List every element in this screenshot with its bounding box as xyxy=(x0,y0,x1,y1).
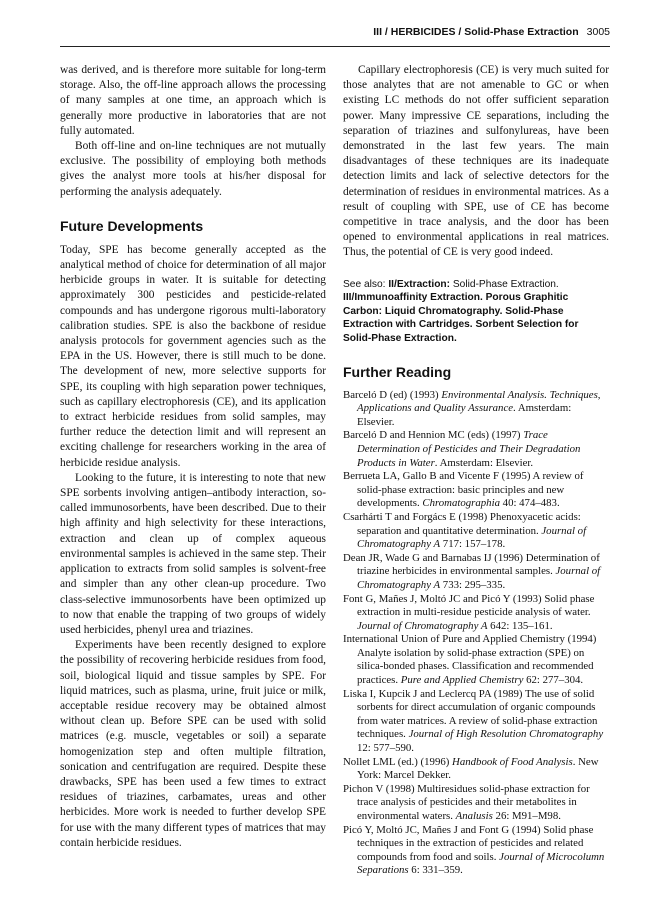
reference-item xyxy=(343,511,609,552)
ref-title: Chromatographia xyxy=(422,497,500,510)
ref-title: Journal of Microcolumn Separations xyxy=(357,850,605,877)
running-title: III / HERBICIDES / Solid-Phase Extraction xyxy=(373,26,579,38)
ref-details: . Amsterdam: Elsevier. xyxy=(357,402,572,428)
ref-details: 642: 135–161. xyxy=(487,619,553,632)
paragraph: Experiments have been recently designed to explore the possibility of recovering herbicide residues from food, soil, biological liquid and tissue samples by SPE. For liquid matrices, such as plasma, urine, fruit juice or milk, acceptable residue recovery may be obtained almost without clean up. Before SPE can be used with solid matrices (e.g. muscle, vegetables or soil) a separate homogenization step and often multiple filtration, sonication and centrifugation are required. Despite these drawbacks, SPE has been used a few times to extract residues of triazines, carbamates, ureas and other herbicides. More work is needed to further develop SPE for use with the many different types of matrices that may contain herbicide residues. xyxy=(60,639,326,849)
ref-title: Trace Determination of Pesticides and Their Degradation Products in Water xyxy=(357,429,581,469)
ref-authors: Berrueta LA, Gallo B and Vicente F (1995) A review of solid-phase extraction: basic principles and new developments. xyxy=(343,470,584,510)
ref-authors: Barceló D and Hennion MC (eds) (1997) xyxy=(343,429,524,442)
ref-details: 6: 331–359. xyxy=(408,864,463,877)
right-column xyxy=(343,63,609,878)
ref-title: Journal of High Resolution Chromatography xyxy=(408,728,604,741)
see-also xyxy=(343,278,609,346)
reference-item xyxy=(343,633,609,687)
ref-title: Environmental Analysis. Techniques, Applications and Quality Assurance xyxy=(357,388,601,415)
ref-authors: Font G, Mañes J, Moltó JC and Picó Y (1993) Solid phase extraction in multi-residue pesticide analysis of water. xyxy=(343,592,595,619)
reference-item xyxy=(343,389,609,430)
paragraph: Today, SPE has become generally accepted as the analytical method of choice for determination of all major herbicide groups in water. It is suitable for detecting approximately 300 pesticides and pesticide-related compounds and has undergone rigorous multi-laboratory calibration studies. SPE is also the backbone of residue analysis protocols for government agencies such as the EPA in the US. However, there is still much to be done. The development of new, more selective supports for SPE, its coupling with high separation power techniques, such as capillary electrophoresis (CE), and its application to extract herbicide residues from solid samples, may further reduce the detection limit and will represent an exciting challenge for researchers working in the area of herbicide residue analysis. xyxy=(60,243,326,469)
page-number: 3005 xyxy=(586,26,610,38)
paragraph: Looking to the future, it is interesting to note that new SPE sorbents involving antigen–antibody interaction, so-called immunosorbents, have been described. Due to their high affinity and high selectivity for these interactions, extraction and clean up of complex aqueous environmental samples is achieved in the same step. Their application to extracts from solid samples is solvent-free and simpler than any other clean-up procedure. Two class-selective immunosorbents have been optimized up to now that enable the trapping of two groups of widely used herbicides, phenyl urea and triazines. xyxy=(60,471,326,636)
ref-title: Journal of Chromatography A xyxy=(357,524,587,551)
section-heading-future-developments: Future Developments xyxy=(60,217,204,234)
ref-details: 62: 277–304. xyxy=(523,674,584,687)
reference-item xyxy=(343,429,609,470)
paragraph: Capillary electrophoresis (CE) is very much suited for those analytes that are not amenable to GC or when existing LC methods do not offer sufficient separation power. Many impressive CE separations, including the separation of triazines and sulfonylureas, have been demonstrated in the last few years. The main disadvantages of these techniques are its inadequate detection limits and lack of selective detectors for the determination of residues in environmental matrices. As a result of coupling with SPE, use of CE has become competitive in trace analysis, and the door has been opened to environmental applications in real matrices. Thus, the potential of CE is very good indeed. xyxy=(343,64,609,259)
see-also-text: Solid-Phase Extraction. xyxy=(450,278,559,290)
ref-authors: Csarhárti T and Forgács E (1998) Phenoxyacetic acids: separation and quantitative determination. xyxy=(343,510,581,537)
reference-item xyxy=(343,470,609,511)
paragraph: was derived, and is therefore more suitable for long-term storage. Also, the off-line approach allows the processing of many samples at one time, an approach which is generally more productive in laboratories that are not fully automated. xyxy=(60,64,326,137)
ref-title: Journal of Chromatography A xyxy=(357,565,601,591)
ref-authors: Nollet LML (ed.) (1996) xyxy=(343,755,453,768)
reference-item xyxy=(343,552,609,593)
reference-list xyxy=(343,389,609,878)
ref-authors: Dean JR, Wade G and Barnabas IJ (1996) Determination of triazine herbicides in environmental samples. xyxy=(343,551,600,578)
reference-item xyxy=(343,593,609,634)
reference-item xyxy=(343,824,609,878)
ref-details: 26: M91–M98. xyxy=(492,810,561,823)
paragraph: Both off-line and on-line techniques are not mutually exclusive. The possibility of employing both methods gives the analyst more tools at his/her disposal for performing the analysis adequately. xyxy=(60,140,326,198)
left-column xyxy=(60,63,326,851)
reference-item xyxy=(343,688,609,756)
reference-item xyxy=(343,783,609,824)
ref-title: Handbook of Food Analysis xyxy=(452,755,573,768)
reference-item xyxy=(343,756,609,783)
see-also-link[interactable]: III/Immunoaffinity Extraction. Porous Graphitic Carbon: Liquid Chromatography. Solid-Phase Extraction with Cartridges. Sorbent Selection for Solid-Phase Extraction. xyxy=(343,292,579,345)
ref-title: Pure and Applied Chemistry xyxy=(400,674,524,687)
ref-details: . Amsterdam: Elsevier. xyxy=(434,456,534,469)
ref-details: 12: 577–590. xyxy=(357,742,414,755)
ref-title: Analusis xyxy=(455,810,493,823)
ref-title: Journal of Chromatography A xyxy=(357,619,488,632)
ref-authors: Pichon V (1998) Multiresidues solid-phase extraction for trace analysis of pesticides and their metabolites in environmental waters. xyxy=(343,782,590,823)
ref-authors: Liska I, Kupcik J and Leclercq PA (1989) The use of solid sorbents for direct accumulation of organic compounds from water matrices. A review of solid-phase extraction techniques. xyxy=(343,687,598,741)
ref-authors: Picó Y, Moltó JC, Mañes J and Font G (1994) Solid phase techniques in the extraction of pesticides and related compounds from food and soils. xyxy=(343,823,594,863)
ref-details: . New York: Marcel Dekker. xyxy=(357,755,599,782)
ref-details: 40: 474–483. xyxy=(499,497,560,510)
see-also-link[interactable]: II/Extraction: xyxy=(388,278,451,290)
ref-authors: Barceló D (ed) (1993) xyxy=(343,388,442,401)
ref-details: 733: 295–335. xyxy=(440,578,506,591)
see-also-label: See also: xyxy=(343,278,386,290)
section-heading-further-reading: Further Reading xyxy=(343,363,452,380)
ref-authors: International Union of Pure and Applied Chemistry (1994) Analyte isolation by solid-phase extraction (SPE) on silica-bonded phases. Classification and recommended practices. xyxy=(343,633,597,687)
running-header xyxy=(60,26,610,47)
ref-details: 717: 157–178. xyxy=(440,538,506,551)
